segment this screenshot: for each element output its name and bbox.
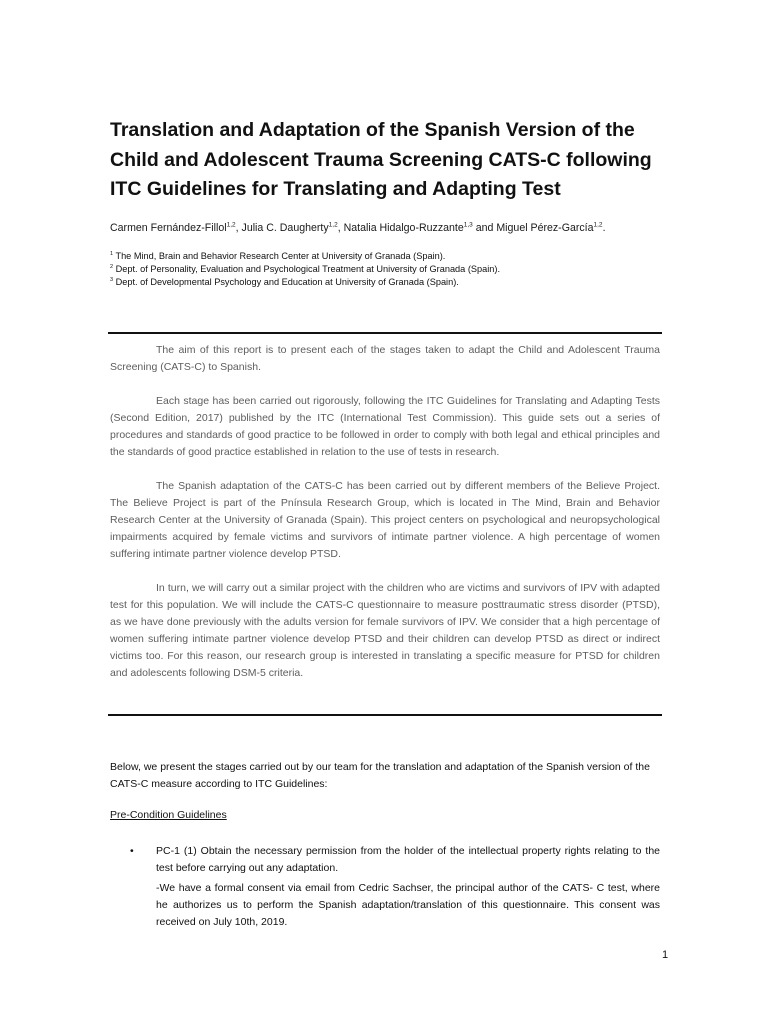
section-heading: Pre-Condition Guidelines (110, 809, 227, 821)
abstract-paragraph: In turn, we will carry out a similar project with the children who are victims and survivors of IPV with adapted test for this population. We will include the CATS-C questionnaire to measure posttraumatic stress disorder (PTSD), as we have done previously with the adults version for female survivors of IPV. We consider that a high percentage of women suffering intimate partner violence develop PTSD and their children can develop PTSD as direct or indirect victims too. For this reason, our research group is interested in translating a specific measure for PTSD for children and adolescents following DSM-5 criteria. (110, 582, 660, 679)
list-item (110, 843, 660, 931)
bullet-icon: • (130, 845, 134, 857)
body-text (110, 759, 660, 931)
abstract-block (110, 342, 660, 699)
document-title: Translation and Adaptation of the Spanish Version of the Child and Adolescent Trauma Screening CATS-C following ITC Guidelines for Translating and Adapting Test (110, 119, 652, 200)
abstract-paragraph: Each stage has been carried out rigorously, following the ITC Guidelines for Translating and Adapting Tests (Second Edition, 2017) published by the ITC (International Test Commission). This guide sets out a series of procedures and standards of good practice to be followed in order to comply with both legal and ethical principles and the standards of good practice established in relation to the use of tests in research. (110, 395, 660, 458)
affiliation-3: $^3$ Dept. of Developmental Psychology and Education at University of Granada (Spain). (110, 276, 459, 287)
guideline-note: -We have a formal consent via email from Cedric Sachser, the principal author of the CATS- C test, where he authorizes us to perform the Spanish adaptation/translation of this questionnaire. This consent was received on July 10th, 2019. (156, 882, 660, 928)
abstract-paragraph: The aim of this report is to present each of the stages taken to adapt the Child and Adolescent Trauma Screening (CATS-C) to Spanish. (110, 344, 660, 373)
author-3: Natalia Hidalgo-Ruzzante$^{1,3}$ and (343, 221, 497, 234)
author-2-affiliation-marker: 1,2 (328, 221, 338, 229)
guideline-text: PC-1 (1) Obtain the necessary permission from the holder of the intellectual property rights relating to the test before carrying out any adaptation. (156, 845, 660, 874)
list-item-content (156, 843, 660, 931)
page-number: 1 (662, 949, 669, 961)
author-4-affiliation-marker: 1,2 (593, 221, 603, 229)
author-1: Carmen Fernández-Fillol$^{1,2}$, (110, 221, 242, 234)
abstract-paragraph: The Spanish adaptation of the CATS-C has been carried out by different members of the Believe Project. The Believe Project is part of the Pnínsula Research Group, which is located in The Mind, Brain and Behavior Research Center at the University of Granada (Spain). This project centers on psychological and neuropsychological impairments acquired by female victims and survivors of intimate partner violence. A high percentage of women suffering intimate partner violence develop PTSD. (110, 480, 660, 560)
author-1-affiliation-marker: 1,2 (226, 221, 236, 229)
affiliation-1: $^1$ The Mind, Brain and Behavior Research Center at University of Granada (Spain). (110, 250, 446, 261)
abstract-bottom-rule (108, 714, 662, 716)
author-2: Julia C. Daugherty$^{1,2}$, (241, 221, 344, 234)
abstract-top-rule (108, 332, 662, 334)
author-3-affiliation-marker: 1,3 (463, 221, 473, 229)
affiliation-2: $^2$ Dept. of Personality, Evaluation and Psychological Treatment at University of Granada (Spain). (110, 263, 500, 274)
author-list (110, 220, 690, 236)
intro-paragraph: Below, we present the stages carried out by our team for the translation and adaptation of the Spanish version of the CATS-C measure according to ITC Guidelines: (110, 761, 650, 790)
author-4: Miguel Pérez-García$^{1,2}$. (496, 221, 606, 234)
affiliation-list (110, 250, 670, 289)
